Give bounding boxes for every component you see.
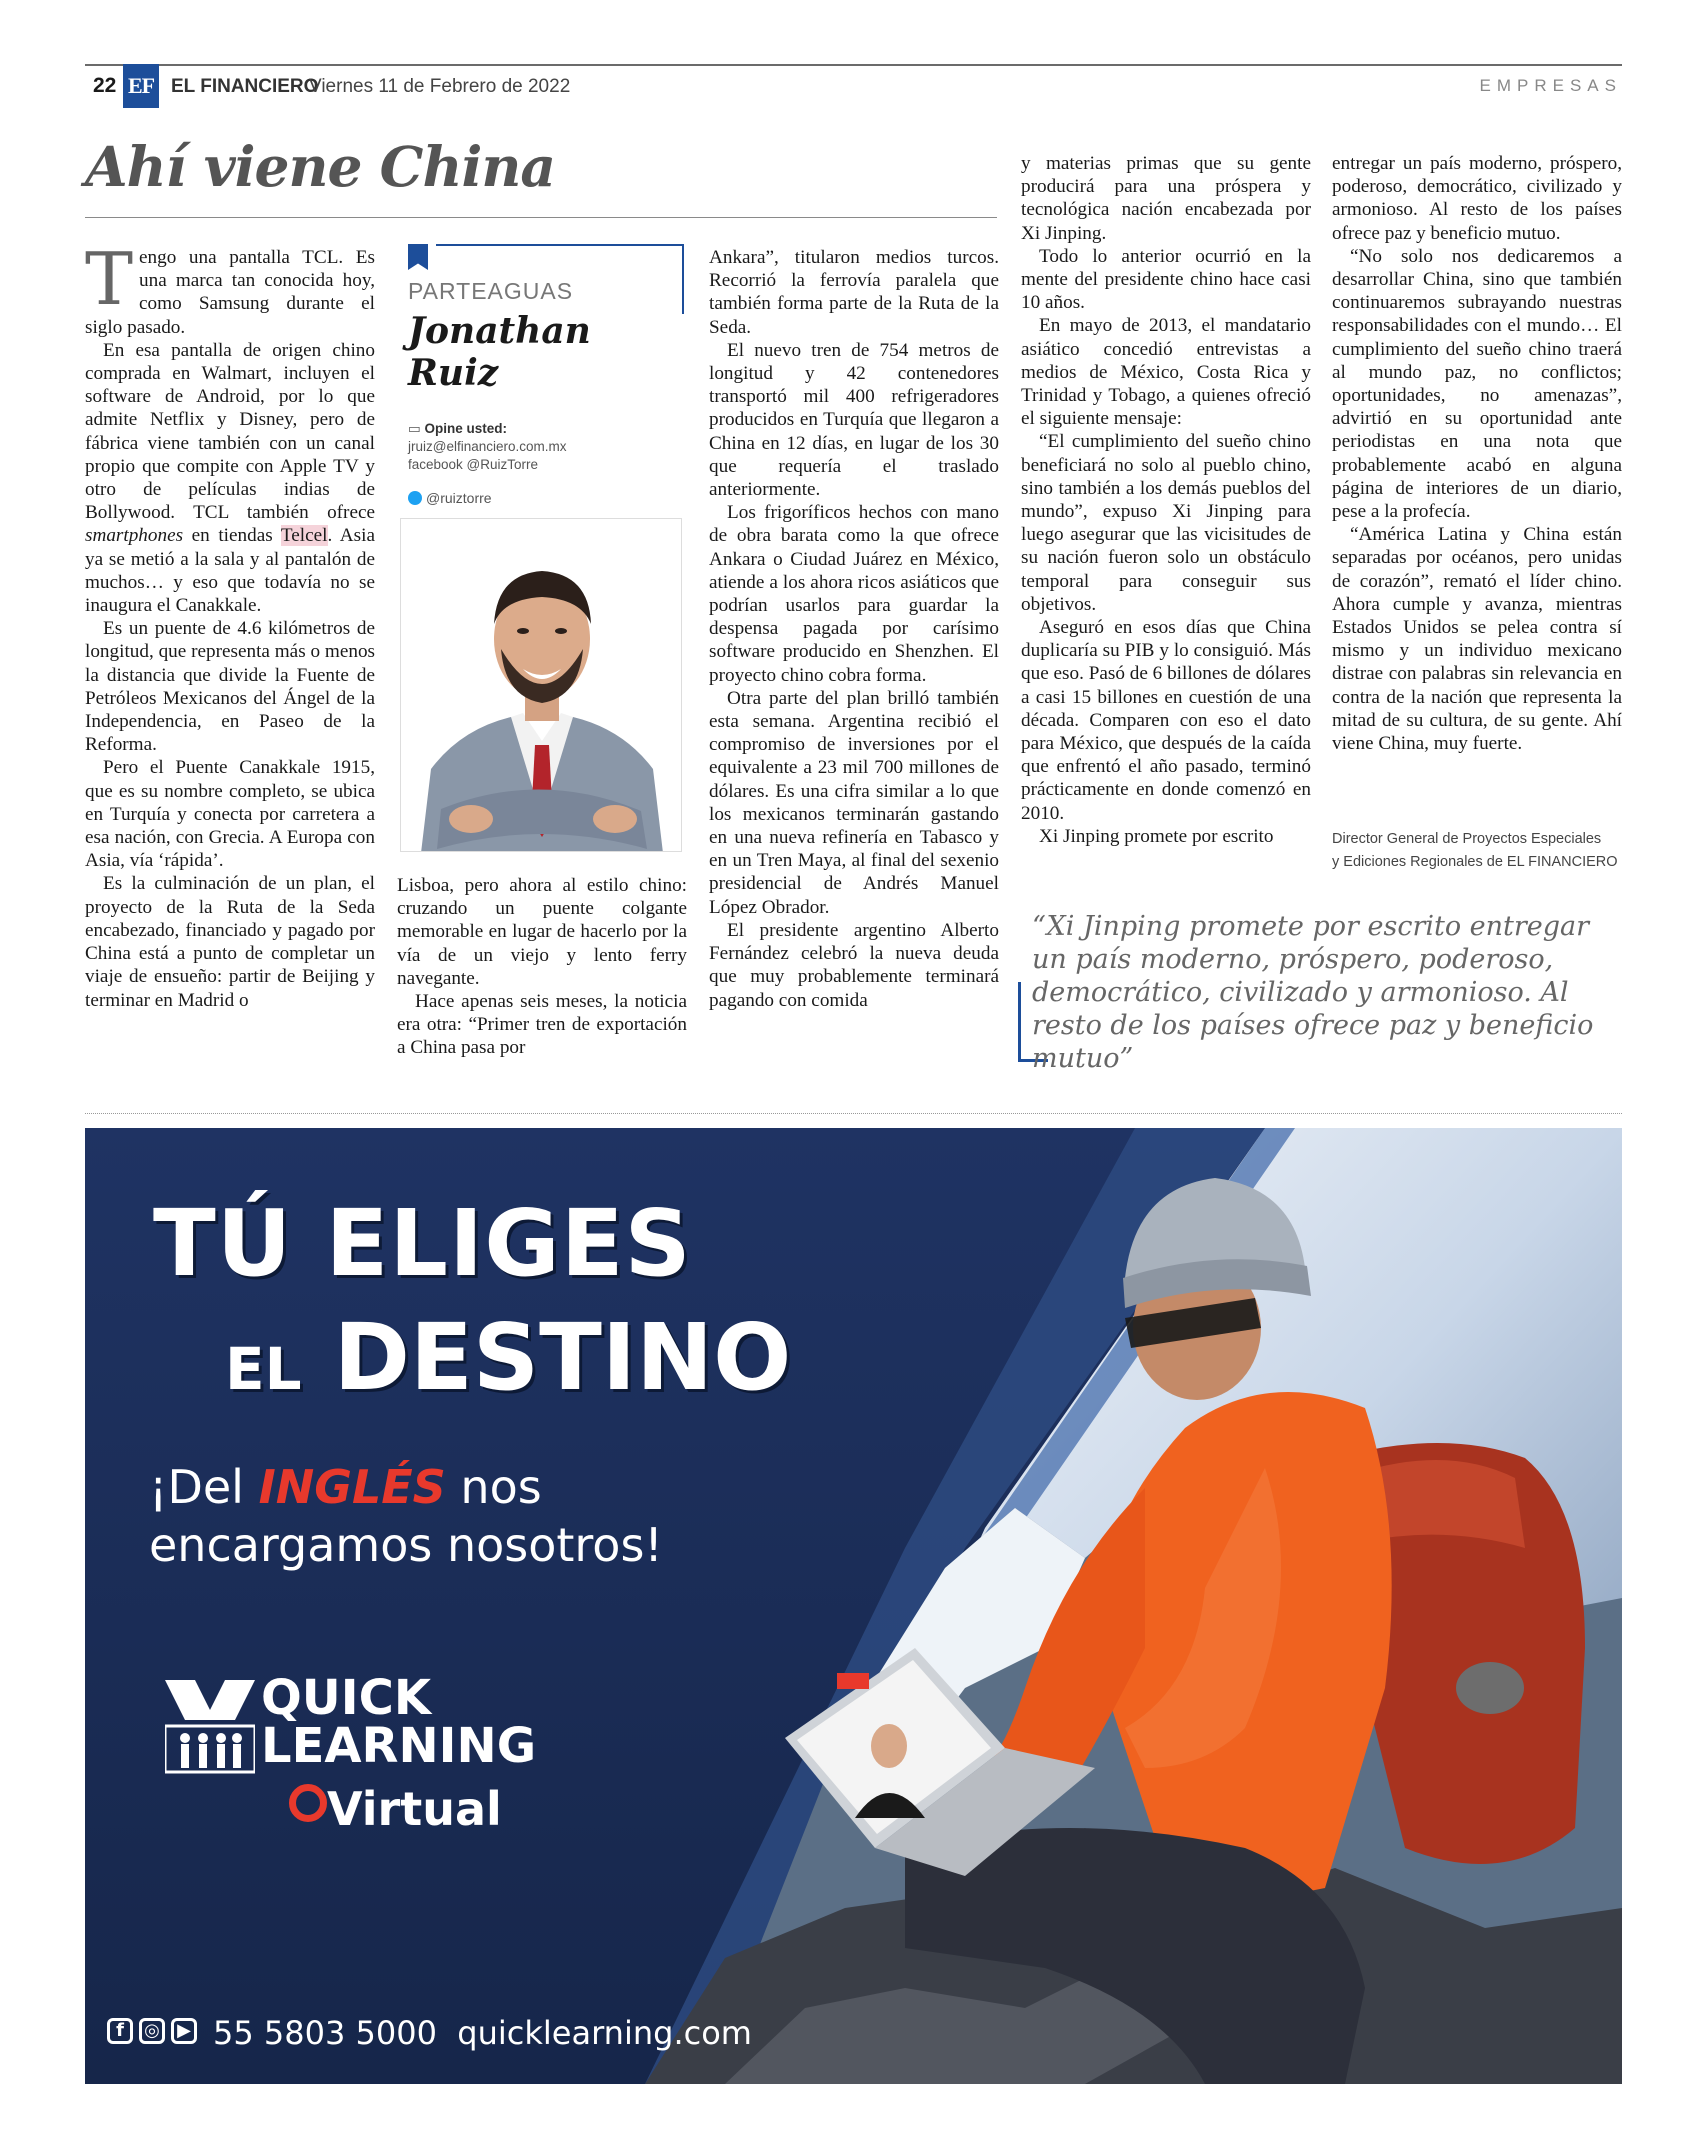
author-twitter[interactable]: @ruiztorre (408, 490, 492, 506)
pull-quote-bar (1018, 982, 1021, 1062)
paragraph: Todo lo anterior ocurrió en la mente del presidente chino hace casi 10 años. (1021, 245, 1311, 314)
paragraph: y materias primas que su gente producirá para una próspera y tecnológica nación encabezada por Xi Jinping. (1021, 153, 1311, 244)
quick-learning-logo: QUICK LEARNING Virtual (165, 1676, 525, 1896)
article-column-2 (397, 874, 687, 1060)
author-box (396, 240, 686, 858)
paragraph: “No solo nos dedicaremos a desarrollar China, sino que también continuaremos subrayando nuestras responsabilidades con el mundo… El cumplimiento del sueño chino traerá al mundo paz, no conflictos; oportunidades, no amenazas”, advirtió en su oportunidad ante periodistas en una nota que probablemente acabó en alguna página de interiores de un diario, pese a la profecía. (1332, 245, 1622, 523)
paragraph: entregar un país moderno, próspero, poderoso, democrático, civilizado y armonioso. Al resto de los países ofrece paz y beneficio mutuo. (1332, 153, 1622, 244)
page-header (85, 70, 1622, 110)
ad-headline: EL DESTINO (225, 1304, 792, 1411)
paragraph: Tengo una pantalla TCL. Es una marca tan conocida hoy, como Samsung durante el siglo pasado. (85, 237, 375, 338)
issue-date: Viernes 11 de Febrero de 2022 (309, 76, 571, 97)
paragraph: Aseguró en esos días que China duplicaría su PIB y lo consiguió. Más que eso. Pasó de 6 billones de dólares a casi 15 billones en cuestión de una década. Comparen con eso el dato para México, que después de la caída que enfrentó el año pasado, terminó prácticamente en donde comenzó en 2010. (1021, 617, 1311, 824)
article-column-4 (1021, 152, 1311, 848)
paragraph: En esa pantalla de origen chino comprada en Walmart, incluyen el software de Android, por lo que admite Netflix y Disney, pero de fábrica viene también con un canal propio que compite con Apple TV y otro de películas indias de Bollywood. TCL también ofrece smartphones en tiendas Telcel. Asia ya se metió a la sala y al pantalón de muchos… y eso que todavía no se inaugura el Canakkale. (85, 339, 375, 617)
ad-headline: TÚ ELIGES (153, 1190, 692, 1297)
newspaper-logo: EF (123, 64, 159, 108)
author-email[interactable]: jruiz@elfinanciero.com.mx (408, 439, 567, 454)
article-column-5 (1332, 152, 1622, 755)
section-name: EMPRESAS (1479, 76, 1622, 95)
pull-quote: “Xi Jinping promete por escrito entregar un país moderno, próspero, poderoso, democrático, civilizado y armonioso. Al resto de los países ofrece paz y beneficio mutuo” (1032, 911, 1594, 1074)
paragraph: “América Latina y China están separadas por océanos, pero unidas de corazón”, remató el líder chino. Ahora cumple y avanza, mientras Estados Unidos se pelea contra sí mismo y un individuo mexicano distrae con palabras sin relevancia en contra de la nación que representa la mitad de su cultura, de su gente. Ahí viene China, muy fuerte. (1332, 524, 1622, 755)
paragraph: Es la culminación de un plan, el proyecto de la Ruta de la Seda encabezado, financiado y pagado por China está a punto de completar un viaje de ensueño: partir de Beijing y terminar en Madrid o (85, 873, 375, 1011)
twitter-icon (408, 491, 422, 505)
highlighted-text: Telcel (280, 525, 328, 547)
ad-contact (213, 2014, 752, 2052)
page-number: 22 (93, 74, 117, 97)
article-column-1 (85, 237, 375, 1012)
author-signature: Director General de Proyectos Especiales y Ediciones Regionales de EL FINANCIERO (1332, 831, 1618, 870)
paragraph: El nuevo tren de 754 metros de longitud y 42 contenedores transportó mil 400 refrigeradores producidos en Turquía que llegaron a China en 12 días, en lugar de los 30 que requería el traslado anteriormente. (709, 339, 999, 501)
paragraph: Es un puente de 4.6 kilómetros de longitud, que representa más o menos la distancia que divide la Fuente de Petróleos Mexicanos del Ángel de la Independencia, en Paseo de la Reforma. (85, 618, 375, 756)
paragraph: Pero el Puente Canakkale 1915, que es su nombre completo, se ubica en Turquía y conecta por carretera a esa nación, con Grecia. A Europa con Asia, vía ‘rápida’. (85, 757, 375, 872)
quick-learning-q-icon (289, 1784, 327, 1822)
author-facebook[interactable]: facebook @RuizTorre (408, 457, 539, 472)
article-title: Ahí viene China (85, 134, 555, 199)
ad-phone[interactable]: 55 5803 5000 (213, 2014, 437, 2052)
ad-website[interactable]: quicklearning.com (457, 2014, 752, 2052)
ad-subheadline: ¡Del INGLÉS nos encargamos nosotros! (149, 1460, 663, 1572)
author-box-rule (436, 244, 684, 246)
paragraph: Otra parte del plan brilló también esta semana. Argentina recibió el compromiso de inversiones por el equivalente a 23 mil 700 millones de dólares. Es una cifra similar a lo que los mexicanos terminarán gastando en una nueva refinería en Tabasco y en un Tren Maya, al final del sexenio presidencial de Andrés Manuel López Obrador. (709, 687, 999, 918)
title-rule (85, 217, 997, 218)
drop-cap: T (85, 237, 134, 321)
paragraph: Lisboa, pero ahora al estilo chino: cruzando un puente colgante memorable en lugar de hacerlo por la vía de un viejo y lento ferry navegante. (397, 875, 687, 989)
bookmark-icon (408, 244, 428, 270)
paragraph: “El cumplimiento del sueño chino beneficiará no solo al pueblo chino, sino también a los demás pueblos del mundo”, expuso Xi Jinping para luego asegurar que las vicisitudes de su nación fueron solo un obstáculo temporal para conseguir sus objetivos. (1021, 431, 1311, 615)
social-icons (107, 2018, 203, 2044)
header-rule (85, 64, 1622, 66)
article-column-3 (709, 246, 999, 1012)
paragraph: Hace apenas seis meses, la noticia era otra: “Primer tren de exportación a China pasa por (397, 991, 687, 1059)
newspaper-name: EL FINANCIERO (171, 76, 319, 97)
paragraph: El presidente argentino Alberto Fernández celebró la nueva deuda que muy probablemente terminará pagando con comida (709, 919, 999, 1011)
paragraph: Los frigoríficos hechos con mano de obra barata como la que ofrece Ankara o Ciudad Juárez en México, atiende a los ahora ricos asiáticos que podrían usarlos para guardar la despensa pagada por carísimo software producido en Shenzhen. El proyecto chino cobra forma. (709, 502, 999, 686)
advertisement[interactable] (85, 1128, 1622, 2084)
facebook-icon[interactable]: f (107, 2018, 133, 2044)
column-name: PARTEAGUAS (408, 278, 574, 304)
author-contact: ▭ Opine usted: jruiz@elfinanciero.com.mx facebook @RuizTorre (408, 421, 567, 472)
youtube-icon[interactable]: ▶ (171, 2018, 197, 2044)
comment-icon: ▭ (408, 421, 425, 436)
paragraph: Ankara”, titularon medios turcos. Recorrió la ferrovía paralela que también forma parte de la Ruta de la Seda. (709, 247, 999, 338)
paragraph: Xi Jinping promete por escrito (1039, 825, 1274, 847)
author-name: Jonathan Ruiz (408, 310, 591, 394)
instagram-icon[interactable]: ◎ (139, 2018, 165, 2044)
author-box-rule (682, 244, 684, 314)
author-photo (400, 518, 682, 852)
section-separator (85, 1113, 1622, 1114)
paragraph: En mayo de 2013, el mandatario asiático concedió entrevistas a medios de México, Costa Rica y Trinidad y Tobago, a quienes ofreció el siguiente mensaje: (1021, 315, 1311, 430)
